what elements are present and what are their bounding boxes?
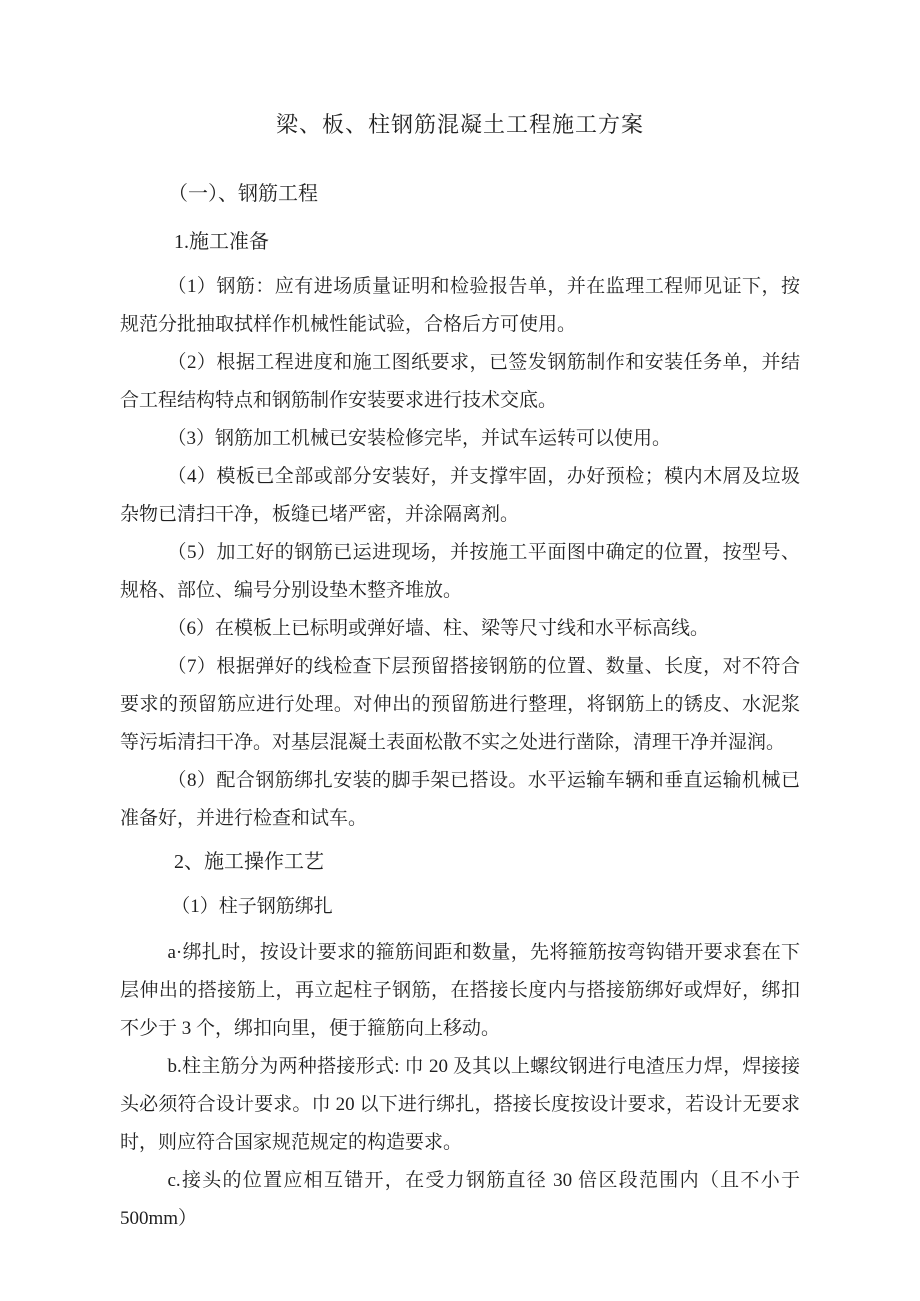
preparation-paragraph-2: （2）根据工程进度和施工图纸要求，已签发钢筋制作和安装任务单，并结合工程结构特点和钢筋制作安装要求进行技术交底。 [120, 352, 800, 411]
process-paragraph-c: c.接头的位置应相互错开，在受力钢筋直径 30 倍区段范围内（且不小于 500mm） [120, 1170, 800, 1229]
preparation-paragraph-4: （4）模板已全部或部分安装好，并支撑牢固，办好预检；模内木屑及垃圾杂物已清扫干净，板缝已堵严密，并涂隔离剂。 [120, 466, 800, 525]
preparation-paragraph-6: （6）在模板上已标明或弹好墙、柱、梁等尺寸线和水平标高线。 [167, 618, 710, 639]
preparation-paragraph-1: （1）钢筋：应有进场质量证明和检验报告单，并在监理工程师见证下，按规范分批抽取拭样作机械性能试验，合格后方可使用。 [120, 276, 800, 335]
preparation-paragraph-5: （5）加工好的钢筋已运进现场，并按施工平面图中确定的位置，按型号、规格、部位、编号分别设垫木整齐堆放。 [120, 542, 800, 601]
preparation-paragraph-7: （7）根据弹好的线检查下层预留搭接钢筋的位置、数量、长度，对不符合要求的预留筋应进行处理。对伸出的预留筋进行整理，将钢筋上的锈皮、水泥浆等污垢清扫干净。对基层混凝土表面松散不实之处进行凿除，清理干净并湿润。 [120, 656, 800, 753]
preparation-paragraph-8: （8）配合钢筋绑扎安装的脚手架已搭设。水平运输车辆和垂直运输机械已准备好，并进行检查和试车。 [120, 770, 800, 829]
preparation-paragraph-3: （3）钢筋加工机械已安装检修完毕，并试车运转可以使用。 [167, 428, 672, 449]
section-heading-rebar-works: （一）、钢筋工程 [168, 183, 318, 205]
process-paragraph-b: b.柱主筋分为两种搭接形式: 巾 20 及其以上螺纹钢进行电渣压力焊，焊接接头必须符合设计要求。巾 20 以下进行绑扎，搭接长度按设计要求，若设计无要求时，则应符合国家规范规定的构造要求。 [120, 1056, 800, 1153]
subsection-heading-construction-preparation: 1.施工准备 [174, 231, 269, 253]
subsection-heading-construction-process: 2、施工操作工艺 [174, 851, 324, 873]
process-paragraph-a: a·绑扎时，按设计要求的箍筋间距和数量，先将箍筋按弯钩错开要求套在下层伸出的搭接筋上，再立起柱子钢筋，在搭接长度内与搭接筋绑好或焊好，绑扣不少于 3 个，绑扣向里，便于箍筋向上移动。 [120, 942, 800, 1039]
document-title: 梁、板、柱钢筋混凝土工程施工方案 [275, 112, 644, 137]
process-subheading-column-rebar-tying: （1）柱子钢筋绑扎 [171, 896, 333, 917]
